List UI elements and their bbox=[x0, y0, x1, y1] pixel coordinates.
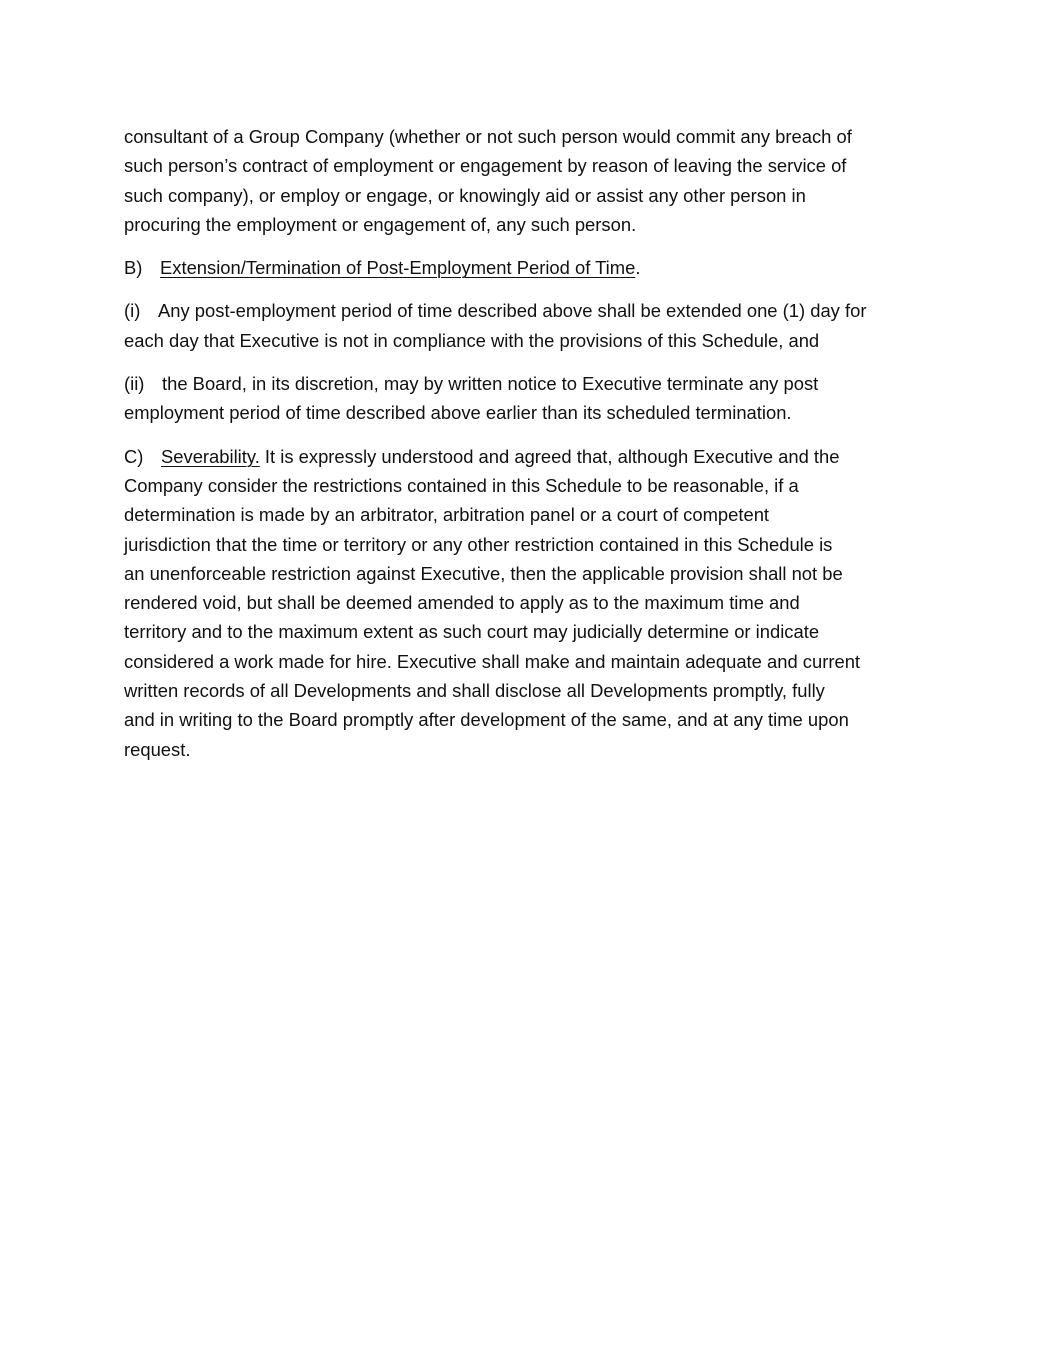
section-b-heading bbox=[124, 253, 930, 282]
section-c-title: Severability. bbox=[161, 445, 260, 467]
text-line: rendered void, but shall be deemed amended to apply as to the maximum time and bbox=[124, 592, 800, 614]
item-ii-marker: (ii) bbox=[124, 373, 145, 395]
item-i-paragraph bbox=[124, 296, 930, 355]
text-line: and in writing to the Board promptly after development of the same, and at any time upon bbox=[124, 709, 849, 731]
section-b-title-tail: . bbox=[635, 257, 641, 279]
item-ii-first-line: the Board, in its discretion, may by written notice to Executive terminate any post bbox=[162, 373, 819, 395]
text-line bbox=[124, 296, 930, 325]
text-line: considered a work made for hire. Executive shall make and maintain adequate and current bbox=[124, 650, 861, 672]
text-line: each day that Executive is not in compliance with the provisions of this Schedule, and bbox=[124, 329, 820, 351]
text-line: procuring the employment or engagement of, any such person. bbox=[124, 213, 637, 235]
text-line: Company consider the restrictions contained in this Schedule to be reasonable, if a bbox=[124, 474, 799, 496]
section-c-marker: C) bbox=[124, 445, 144, 467]
section-c-first-line-tail: It is expressly understood and agreed that, although Executive and the bbox=[259, 445, 840, 467]
text-line: such person’s contract of employment or engagement by reason of leaving the service of bbox=[124, 155, 847, 177]
section-b-title: Extension/Termination of Post-Employment Period of Time bbox=[160, 257, 636, 279]
section-c-paragraph bbox=[124, 442, 930, 764]
text-line: an unenforceable restriction against Executive, then the applicable provision shall not be bbox=[124, 562, 843, 584]
text-line: jurisdiction that the time or territory or any other restriction contained in this Schedule is bbox=[124, 533, 833, 555]
text-line: request. bbox=[124, 738, 191, 760]
text-line: such company), or employ or engage, or knowingly aid or assist any other person in bbox=[124, 184, 806, 206]
paragraph-a-continuation bbox=[124, 122, 930, 239]
text-line bbox=[124, 369, 930, 398]
item-ii-paragraph bbox=[124, 369, 930, 428]
section-b-marker: B) bbox=[124, 257, 143, 279]
item-i-marker: (i) bbox=[124, 300, 141, 322]
text-line: written records of all Developments and shall disclose all Developments promptly, fully bbox=[124, 680, 825, 702]
document-page bbox=[124, 122, 930, 778]
text-line: employment period of time described above earlier than its scheduled termination. bbox=[124, 402, 792, 424]
text-line: determination is made by an arbitrator, arbitration panel or a court of competent bbox=[124, 504, 770, 526]
text-line bbox=[124, 442, 930, 471]
text-line: territory and to the maximum extent as such court may judicially determine or indicate bbox=[124, 621, 820, 643]
item-i-first-line: Any post-employment period of time described above shall be extended one (1) day for bbox=[158, 300, 867, 322]
text-line: consultant of a Group Company (whether or not such person would commit any breach of bbox=[124, 126, 852, 147]
